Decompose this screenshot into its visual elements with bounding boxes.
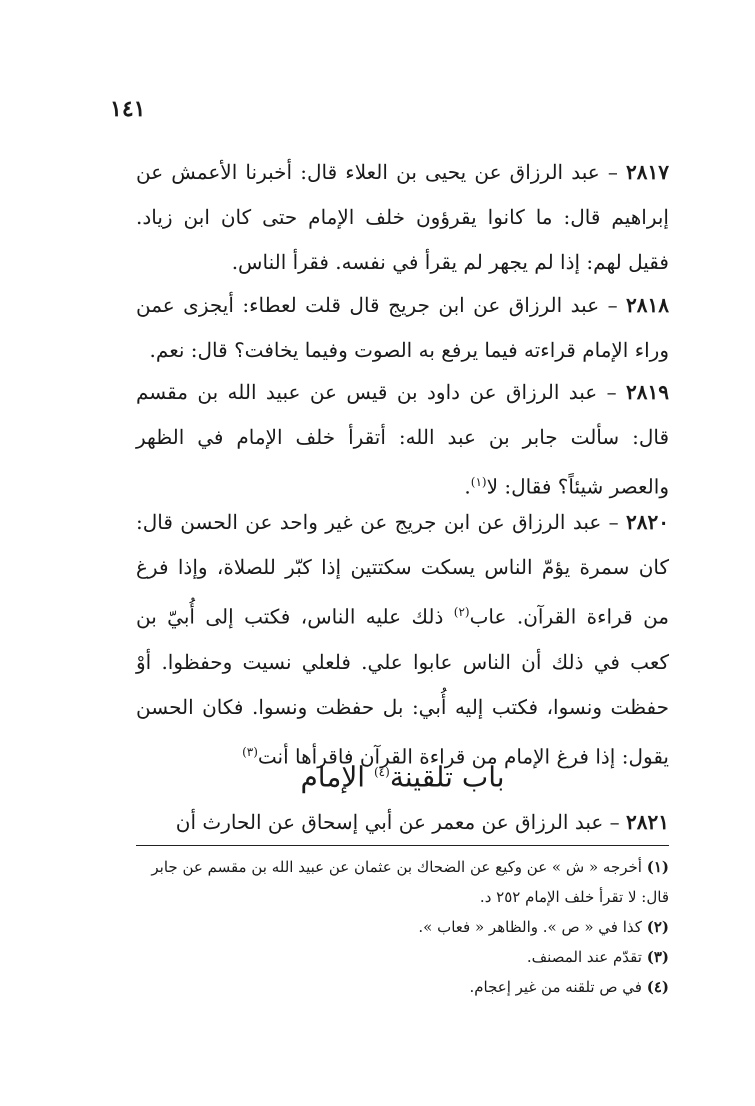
footnote-3 xyxy=(136,942,669,972)
entry-number: ٢٨٢٠ xyxy=(626,510,669,534)
footnote-text: في ص تلقنه من غير إعجام. xyxy=(469,978,642,996)
footnote-text: أخرجه « ش » عن وكيع عن الضحاك بن عثمان عن عبيد الله بن مقسم عن جابر قال: لا تقرأ خلف الإمام ٢٥٢ د. xyxy=(151,858,669,906)
entry-tail: . xyxy=(464,474,471,499)
footnote-divider xyxy=(136,845,669,846)
hadith-entry-2817 xyxy=(136,150,669,285)
footnote-text: كذا في « ص ». والظاهر « فعاب ». xyxy=(418,918,642,936)
chapter-heading-text-b: الإمام xyxy=(300,760,366,794)
entry-text: – عبد الرزاق عن ابن جريج قال قلت لعطاء: أيجزى عمن وراء الإمام قراءته فيما يرفع به الصوت وفيما يخافت؟ قال: نعم. xyxy=(136,293,669,362)
footnote-mark: (٤) xyxy=(646,978,669,996)
footnote-mark: (٣) xyxy=(646,948,669,966)
entry-text: – عبد الرزاق عن معمر عن أبي إسحاق عن الحارث أن xyxy=(175,810,620,834)
footnotes xyxy=(136,852,669,1002)
entry-text: – عبد الرزاق عن داود بن قيس عن عبيد الله بن مقسم قال: سألت جابر بن عبد الله: أتقرأ خلف الإمام في الظهر والعصر شيئاً؟ فقال: لا xyxy=(136,380,669,499)
hadith-entry-2820 xyxy=(136,500,669,779)
footnote-ref-2: (٢) xyxy=(453,605,470,619)
entry-text-a: – عبد الرزاق عن ابن جريج عن غير واحد عن الحسن قال: كان سمرة يؤمّ الناس يسكت سكتتين إذا كبّر للصلاة، وإذا فرغ من قراءة القرآن. عاب xyxy=(136,510,670,629)
entry-number: ٢٨١٧ xyxy=(626,160,669,184)
chapter-heading xyxy=(136,752,669,797)
hadith-entry-2821 xyxy=(136,800,669,845)
entry-number: ٢٨١٨ xyxy=(626,293,669,317)
entry-number: ٢٨١٩ xyxy=(626,380,669,404)
chapter-heading-text-a: باب تلقينة xyxy=(389,760,505,794)
footnote-ref-3: (٣) xyxy=(242,744,258,759)
hadith-entry-2819 xyxy=(136,370,669,510)
footnote-1 xyxy=(136,852,669,912)
footnote-4 xyxy=(136,972,669,1002)
hadith-entry-2818 xyxy=(136,283,669,373)
entry-text-b: ذلك عليه الناس، فكتب إلى أُبيّ بن كعب في ذلك أن الناس عابوا علي. فلعلي نسيت وحفظوا. أوْ حفظت ونسوا، فكتب إليه أُبي: بل حفظت ونسوا. فكان الحسن يقول: إذا فرغ الإمام من قراءة القرآن فاقرأها أنت xyxy=(136,604,669,769)
page-number: ١٤١ xyxy=(110,96,146,122)
footnote-ref-1: (١) xyxy=(470,475,487,489)
entry-number: ٢٨٢١ xyxy=(626,810,669,834)
footnote-mark: (١) xyxy=(646,858,669,876)
footnote-ref-4: (٤) xyxy=(373,765,390,779)
entry-text: – عبد الرزاق عن يحيى بن العلاء قال: أخبرنا الأعمش عن إبراهيم قال: ما كانوا يقرؤون خلف الإمام حتى كان ابن زياد. فقيل لهم: إذا لم يجهر لم يقرأ في نفسه. فقرأ الناس. xyxy=(136,160,669,274)
footnote-text: تقدّم عند المصنف. xyxy=(526,948,642,966)
footnote-2 xyxy=(136,912,669,942)
footnote-mark: (٢) xyxy=(646,918,669,936)
